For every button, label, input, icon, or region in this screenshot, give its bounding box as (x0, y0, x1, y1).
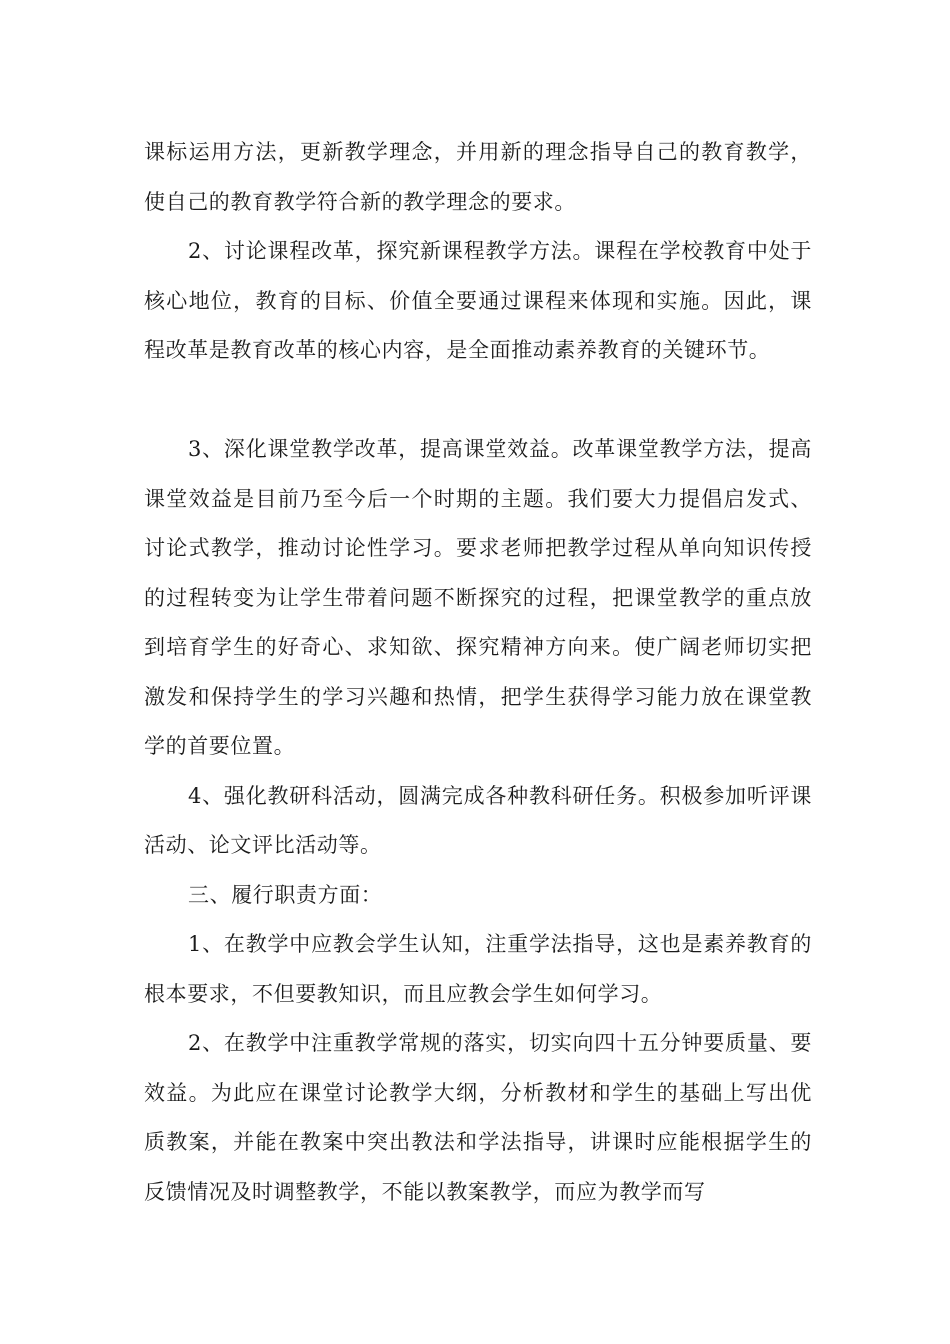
paragraph-duty-2-teaching-routine: 2、在教学中注重教学常规的落实，切实向四十五分钟要质量、要效益。为此应在课堂讨论教学大纲，分析教材和学生的基础上写出优质教案，并能在教案中突出教法和学法指导，讲课时应能根据学生的反馈情况及时调整教学，不能以教案教学，而应为教学而写 (144, 1031, 812, 1204)
paragraph-continuation: 课标运用方法，更新教学理念，并用新的理念指导自己的教育教学，使自己的教育教学符合新的教学理念的要求。 (144, 140, 812, 214)
document-body (144, 128, 812, 1217)
paragraph-item-2-curriculum-reform: 2、讨论课程改革，探究新课程教学方法。课程在学校教育中处于核心地位，教育的目标、价值全要通过课程来体现和实施。因此，课程改革是教育改革的核心内容，是全面推动素养教育的关键环节。 (144, 239, 812, 362)
paragraph-duty-1-learning-methods: 1、在教学中应教会学生认知，注重学法指导，这也是素养教育的根本要求，不但要教知识，而且应教会学生如何学习。 (144, 932, 812, 1006)
section-heading-duties: 三、履行职责方面： (188, 882, 383, 907)
blank-line (144, 376, 812, 426)
paragraph-item-3-classroom-reform: 3、深化课堂教学改革，提高课堂效益。改革课堂教学方法，提高课堂效益是目前乃至今后一个时期的主题。我们要大力提倡启发式、讨论式教学，推动讨论性学习。要求老师把教学过程从单向知识传授的过程转变为让学生带着问题不断探究的过程，把课堂教学的重点放到培育学生的好奇心、求知欲、探究精神方向来。使广阔老师切实把激发和保持学生的学习兴趣和热情，把学生获得学习能力放在课堂教学的首要位置。 (144, 437, 812, 758)
paragraph-item-4-research-activities: 4、强化教研科活动，圆满完成各种教科研任务。积极参加听评课活动、论文评比活动等。 (144, 783, 812, 857)
